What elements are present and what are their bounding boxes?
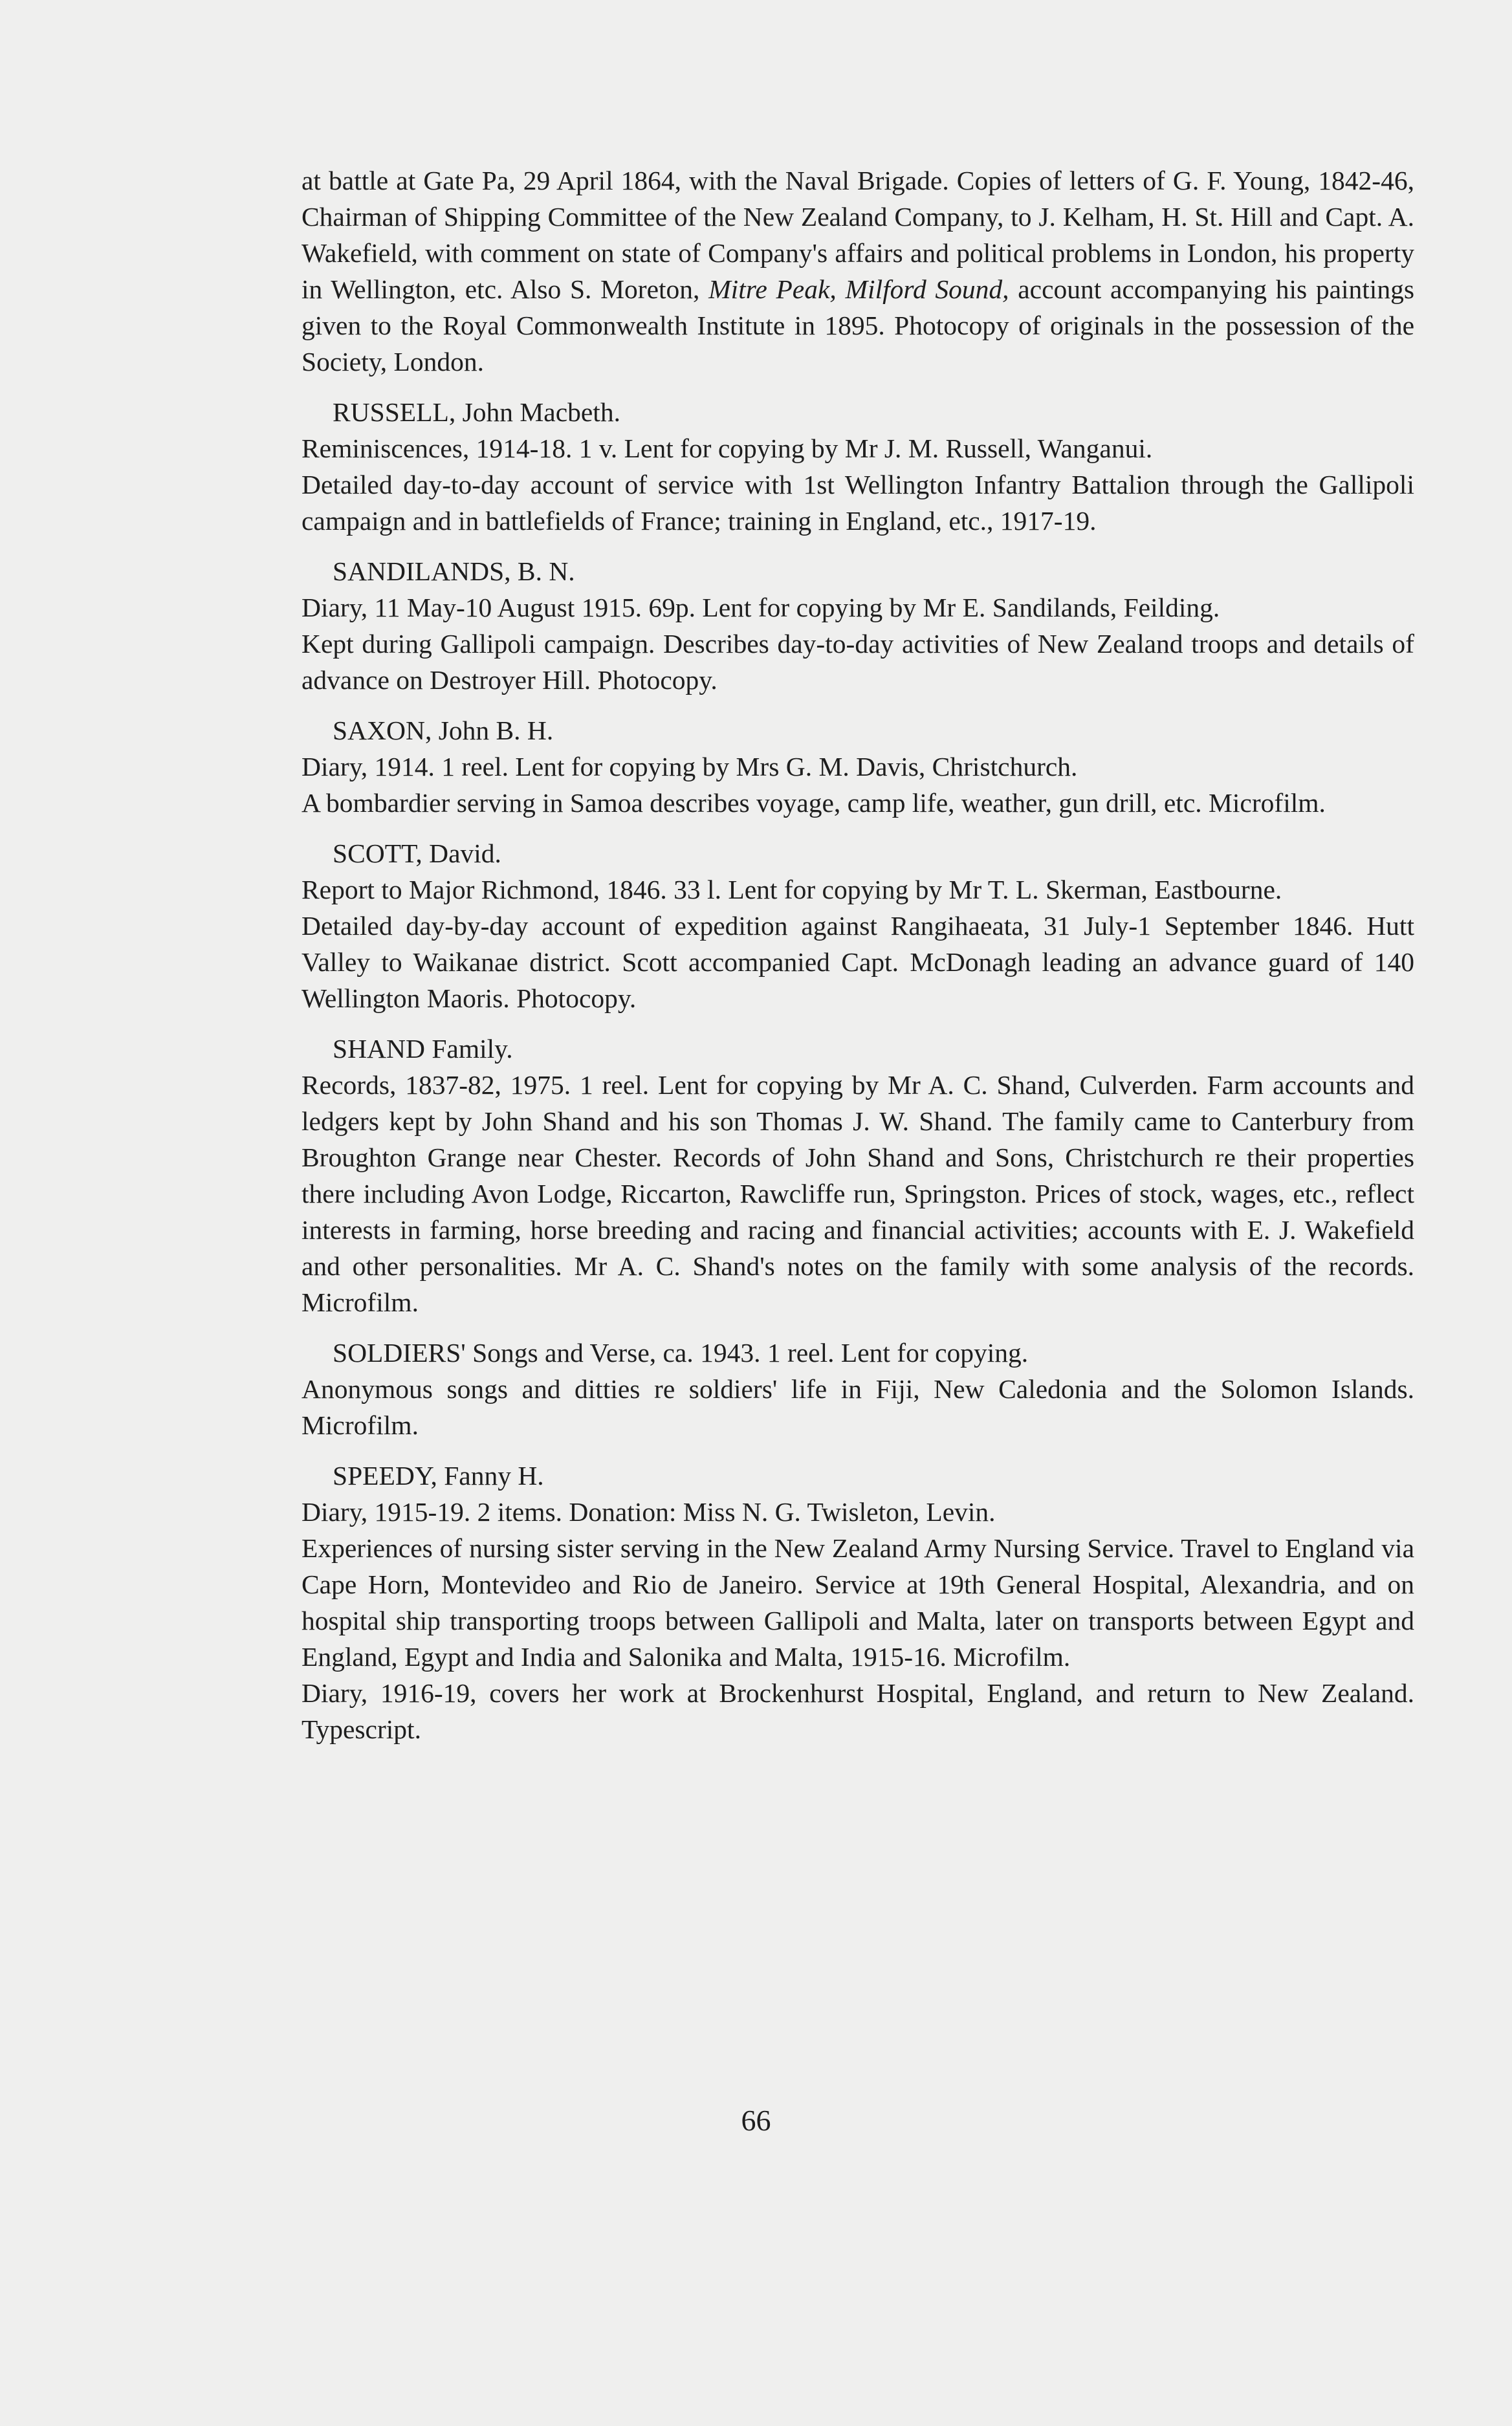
entry-description: Detailed day-to-day account of service with 1st Wellington Infantry Battalion through the Gallipoli campaign and in battlefields of France; training in England, etc., 1917-19.	[301, 470, 1414, 536]
entry-description: Diary, 11 May-10 August 1915. 69p. Lent for copying by Mr E. Sandilands, Feilding.	[301, 593, 1220, 622]
entry-heading: RUSSELL, John Macbeth.	[333, 397, 620, 427]
painting-title: Mitre Peak, Milford Sound,	[708, 274, 1009, 304]
entry-heading: SPEEDY, Fanny H.	[333, 1461, 544, 1491]
entry-heading: SOLDIERS' Songs and Verse, ca. 1943. 1 reel. Lent for copying.	[333, 1338, 1029, 1368]
catalogue-entry-russell	[301, 394, 1414, 539]
continued-entry-text	[301, 162, 1414, 380]
catalogue-entry-shand	[301, 1031, 1414, 1320]
entry-description: Kept during Gallipoli campaign. Describes day-to-day activities of New Zealand troops and details of advance on Destroyer Hill. Photocopy.	[301, 629, 1414, 695]
entry-description: A bombardier serving in Samoa describes voyage, camp life, weather, gun drill, etc. Microfilm.	[301, 788, 1326, 818]
continued-entry-text-part: account accompanying his paintings given to the Royal Commonwealth Institute in 1895. Photocopy of originals in the possession of the Society, London.	[301, 274, 1414, 377]
page-number: 66	[741, 2104, 771, 2137]
catalogue-entry-saxon	[301, 712, 1414, 821]
entry-description: Diary, 1915-19. 2 items. Donation: Miss N. G. Twisleton, Levin.	[301, 1497, 996, 1527]
catalogue-entry-sandilands	[301, 553, 1414, 698]
continued-entry-text-part: at battle at Gate Pa, 29 April 1864, with the Naval Brigade. Copies of letters of G. F. Young, 1842-46, Chairman of Shipping Committee of the New Zealand Company, to J. Kelham, H. St. Hill and Capt. A. Wakefield, with comment on state of Company's affairs and political problems in London, his property in Wellington, etc. Also S. Moreton,	[301, 166, 1414, 304]
entry-description: Records, 1837-82, 1975. 1 reel. Lent for copying by Mr A. C. Shand, Culverden. Farm accounts and ledgers kept by John Shand and his son Thomas J. W. Shand. The family came to Canterbury from Broughton Grange near Chester. Records of John Shand and Sons, Christchurch re their properties there including Avon Lodge, Riccarton, Rawcliffe run, Springston. Prices of stock, wages, etc., reflect interests in farming, horse breeding and racing and financial activities; accounts with E. J. Wakefield and other personalities. Mr A. C. Shand's notes on the family with some analysis of the records. Microfilm.	[301, 1070, 1414, 1317]
catalogue-entry-soldiers-songs	[301, 1335, 1414, 1443]
manuscript-catalogue-text	[301, 162, 1414, 1747]
catalogue-entry-scott	[301, 835, 1414, 1016]
entry-description: Report to Major Richmond, 1846. 33 l. Lent for copying by Mr T. L. Skerman, Eastbourne.	[301, 875, 1282, 904]
entry-description: Detailed day-by-day account of expedition against Rangihaeata, 31 July-1 September 1846. Hutt Valley to Waikanae district. Scott accompanied Capt. McDonagh leading an advance guard of 140 Wellington Maoris. Photocopy.	[301, 911, 1414, 1013]
entry-heading: SANDILANDS, B. N.	[333, 556, 575, 586]
entry-description: Diary, 1914. 1 reel. Lent for copying by Mrs G. M. Davis, Christchurch.	[301, 752, 1078, 781]
entry-description: Diary, 1916-19, covers her work at Brockenhurst Hospital, England, and return to New Zealand. Typescript.	[301, 1678, 1414, 1744]
entry-description: Anonymous songs and ditties re soldiers' life in Fiji, New Caledonia and the Solomon Islands. Microfilm.	[301, 1374, 1414, 1440]
entry-heading: SHAND Family.	[333, 1034, 513, 1064]
catalogue-entry-speedy	[301, 1458, 1414, 1747]
entry-description: Experiences of nursing sister serving in the New Zealand Army Nursing Service. Travel to England via Cape Horn, Montevideo and Rio de Janeiro. Service at 19th General Hospital, Alexandria, and on hospital ship transporting troops between Gallipoli and Malta, later on transports between Egypt and England, Egypt and India and Salonika and Malta, 1915-16. Microfilm.	[301, 1533, 1414, 1672]
entry-heading: SAXON, John B. H.	[333, 716, 554, 745]
entry-description: Reminiscences, 1914-18. 1 v. Lent for copying by Mr J. M. Russell, Wanganui.	[301, 433, 1153, 463]
entry-heading: SCOTT, David.	[333, 838, 501, 868]
